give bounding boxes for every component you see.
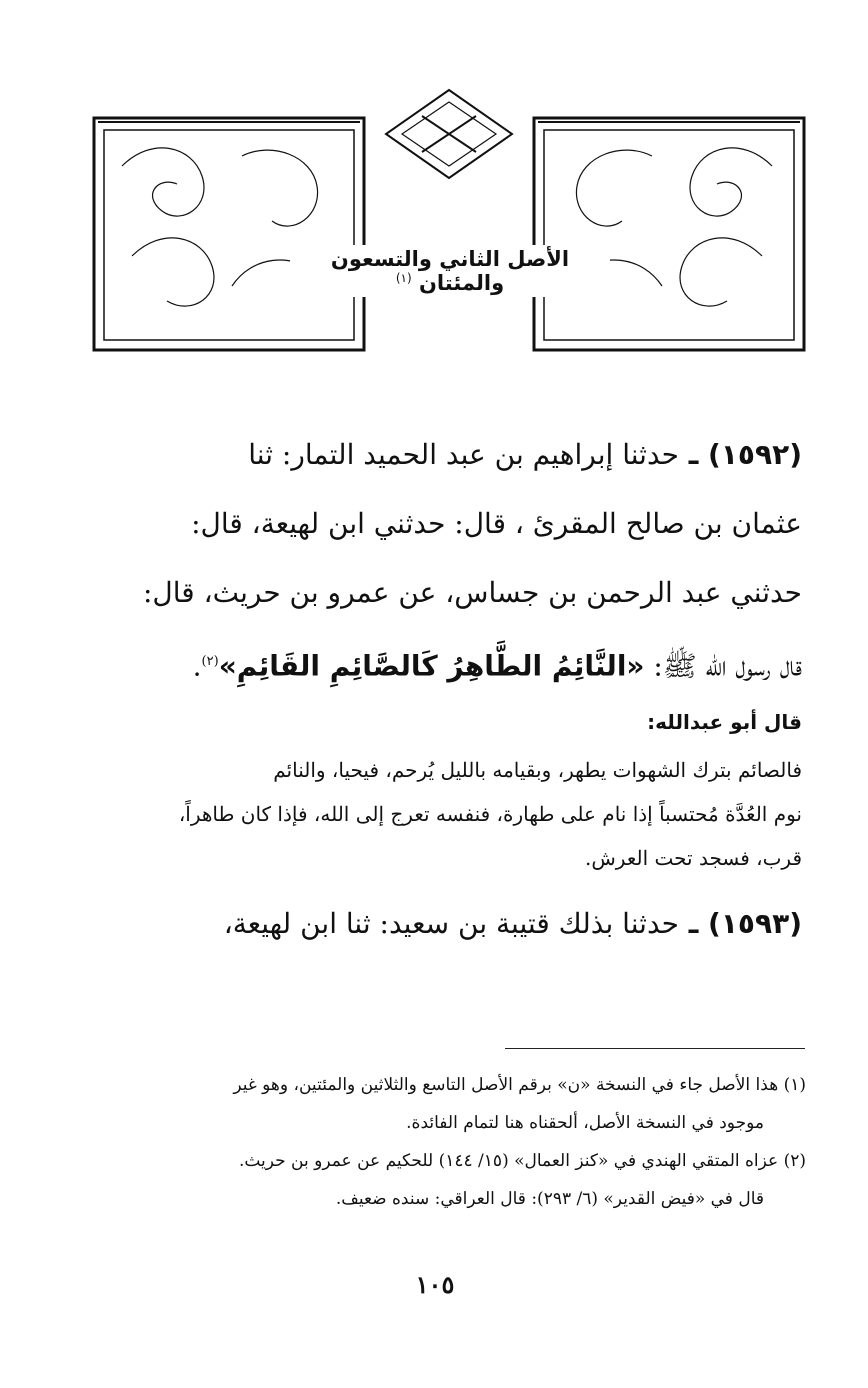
footnote-1 [82, 1066, 806, 1104]
main-text [82, 420, 802, 954]
hadith-line: عثمان بن صالح المقرئ ، قال: حدثني ابن لهيعة، قال: [191, 507, 802, 540]
hadith-line: حدثنا إبراهيم بن عبد الحميد التمار: ثنا [248, 438, 679, 471]
ornamental-header-frame [92, 86, 806, 354]
commentary-heading: قال أبو عبدالله: [647, 710, 802, 735]
chapter-title [290, 245, 610, 297]
footnote-2 [82, 1142, 806, 1180]
chapter-title-footnote-ref: (١) [395, 271, 412, 285]
commentary-line: نوم العُدَّة مُحتسباً إذا نام على طهارة، فنفسه تعرج إلى الله، فإذا كان طاهراً، [178, 802, 802, 827]
footnote-separator [505, 1048, 805, 1049]
hadith-number: (١٥٩٢) [708, 438, 802, 471]
footnotes [82, 1066, 806, 1218]
hadith-1592 [82, 420, 802, 700]
hadith-line: قال رسول الله ﷺ: [644, 649, 802, 683]
commentary [82, 748, 802, 880]
commentary-line: فالصائم بترك الشهوات يطهر، وبقيامه بالليل يُرحم، فيحيا، والنائم [273, 758, 802, 783]
footnote-label: (١) [783, 1075, 806, 1095]
commentary-line: قرب، فسجد تحت العرش. [585, 846, 802, 871]
hadith-line: حدثنا بذلك قتيبة بن سعيد: ثنا ابن لهيعة، [223, 907, 679, 941]
dash: ـ [678, 907, 709, 941]
page-number: ١٠٥ [415, 1270, 455, 1299]
prophetic-quote: «النَّائِمُ الطَّاهِرُ كَالصَّائِمِ القَائِمِ» [218, 649, 645, 683]
footnote-1-cont: موجود في النسخة الأصل، ألحقناه هنا لتمام الفائدة. [406, 1113, 764, 1133]
footnote-2-cont: قال في «فيض القدير» (٦/ ٢٩٣): قال العراقي: سنده ضعيف. [335, 1189, 764, 1209]
hadith-line: حدثني عبد الرحمن بن جساس، عن عمرو بن حريث، قال: [142, 576, 802, 609]
hadith-number: (١٥٩٣) [708, 907, 802, 941]
footnote-text: هذا الأصل جاء في النسخة «ن» برقم الأصل التاسع والثلاثين والمئتين، وهو غير [233, 1075, 779, 1095]
dash: ـ [678, 438, 709, 471]
period: . [192, 649, 202, 683]
chapter-title-text: الأصل الثاني والتسعون والمئتان [330, 247, 570, 295]
hadith-1593 [82, 894, 802, 954]
footnote-ref: (٢) [201, 654, 219, 669]
footnote-text: عزاه المتقي الهندي في «كنز العمال» (١٥/ ١٤٤) للحكيم عن عمرو بن حريث. [238, 1151, 779, 1171]
footnote-label: (٢) [783, 1151, 806, 1171]
